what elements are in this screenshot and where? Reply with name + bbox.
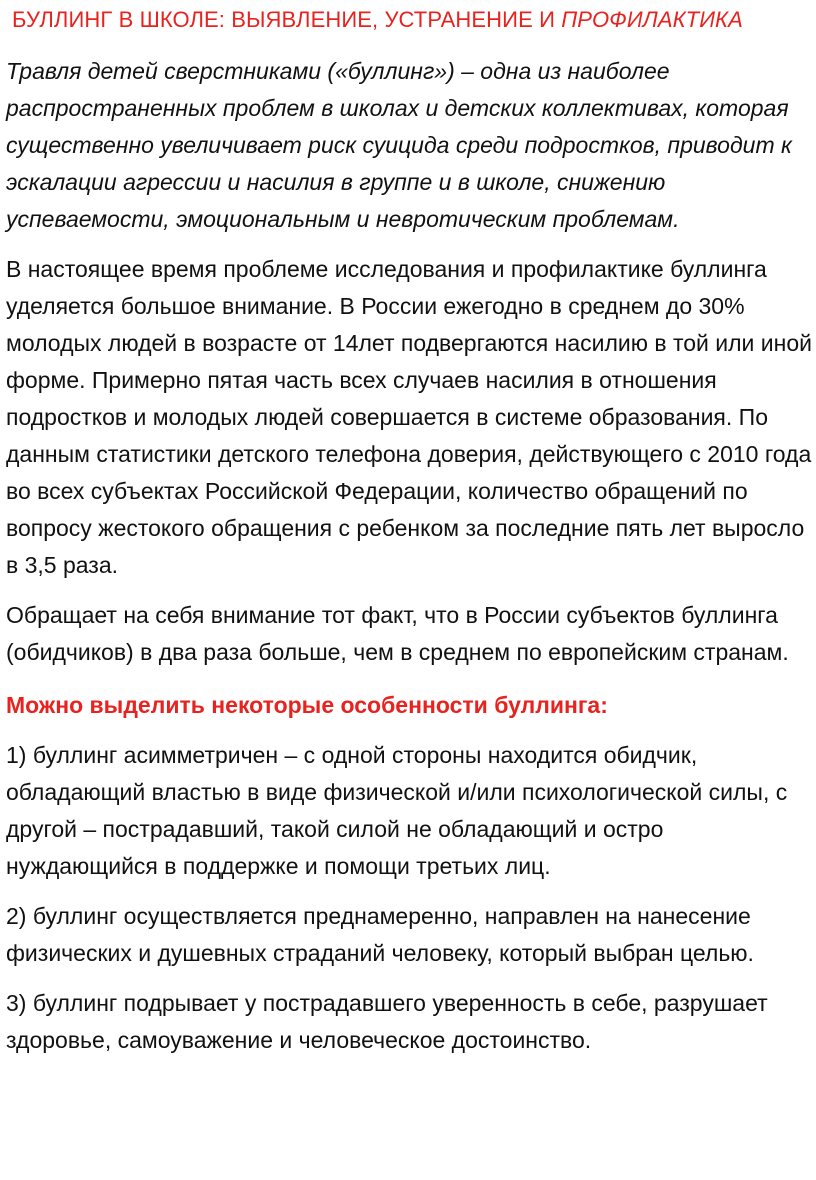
body-paragraph-statistics: В настоящее время проблеме исследования и профилактике буллинга уделяется большое внимание. В России ежегодно в среднем до 30% молодых людей в возрасте от 14лет подвергаются насилию в той или иной форме. Примерно пятая часть всех случаев насилия в отношения подростков и молодых людей совершается в системе образования. По данным статистики детского телефона доверия, действующего с 2010 года во всех субъектах Российской Федерации, количество обращений по вопросу жестокого обращения с ребенком за последние пять лет выросло в 3,5 раза. [6,256,812,578]
section-subheading: Можно выделить некоторые особенности буллинга: [6,692,608,718]
document-page [6,0,812,1059]
body-paragraph-comparison: Обращает на себя внимание тот факт, что в России субъектов буллинга (обидчиков) в два раза больше, чем в среднем по европейским странам. [6,602,789,665]
lead-paragraph: Травля детей сверстниками («буллинг») – одна из наиболее распространенных проблем в школах и детских коллективах, которая существенно увеличивает риск суицида среди подростков, приводит к эскалации агрессии и насилия в группе и в школе, снижению успеваемости, эмоциональным и невротическим проблемам. [6,58,792,232]
feature-item-2: 2) буллинг осуществляется преднамеренно, направлен на нанесение физических и душевных страданий человеку, который выбран целью. [6,903,754,966]
title-upright-part: БУЛЛИНГ В ШКОЛЕ: ВЫЯВЛЕНИЕ, УСТРАНЕНИЕ И [12,7,562,32]
feature-item-1: 1) буллинг асимметричен – с одной стороны находится обидчик, обладающий властью в виде физической и/или психологической силы, с другой – пострадавший, такой силой не обладающий и остро нуждающийся в поддержке и помощи третьих лиц. [6,742,788,879]
title-italic-part: ПРОФИЛАКТИКА [561,7,743,32]
document-title [12,5,812,35]
feature-item-3: 3) буллинг подрывает у пострадавшего уверенность в себе, разрушает здоровье, самоуважение и человеческое достоинство. [6,990,768,1053]
